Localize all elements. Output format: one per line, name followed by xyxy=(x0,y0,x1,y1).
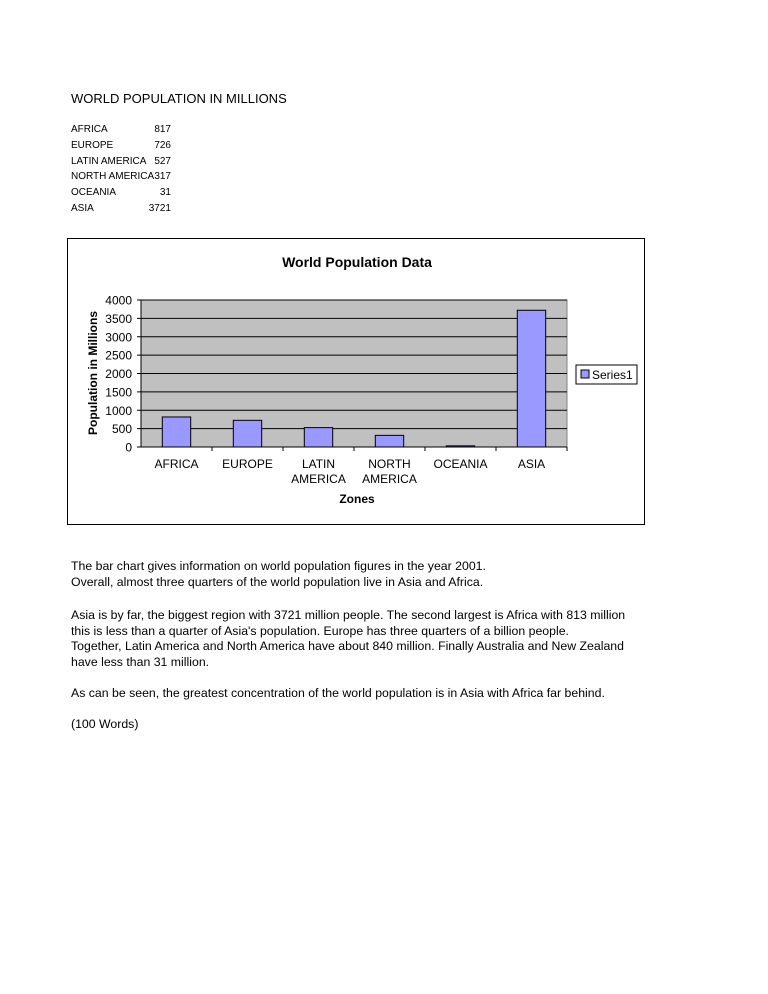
text-line: As can be seen, the greatest concentration of the world population is in Asia with Africa far behind. xyxy=(71,686,605,700)
population-table xyxy=(71,124,171,219)
text-line: The bar chart gives information on world population figures in the year 2001. xyxy=(71,559,486,573)
legend-label: Series1 xyxy=(592,368,633,382)
page-heading: WORLD POPULATION IN MILLIONS xyxy=(71,91,287,106)
y-tick-label: 3000 xyxy=(105,330,132,345)
table-zone-name: EUROPE xyxy=(71,139,114,151)
text-line: Asia is by far, the biggest region with 3721 million people. The second largest is Africa with 813 million xyxy=(71,608,626,622)
bar-chart xyxy=(68,239,646,526)
legend-swatch xyxy=(581,370,589,378)
table-row xyxy=(71,171,171,187)
table-zone-value: 317 xyxy=(154,171,171,183)
table-row xyxy=(71,187,171,203)
table-row xyxy=(71,156,171,172)
bar xyxy=(162,417,190,447)
paragraph-conclusion xyxy=(71,686,691,702)
y-tick-label: 2000 xyxy=(105,367,132,381)
x-tick-label: ASIA xyxy=(517,457,546,471)
text-line: (100 Words) xyxy=(71,717,139,731)
table-zone-value: 527 xyxy=(154,155,171,167)
chart-frame xyxy=(67,238,645,525)
table-zone-name: LATIN AMERICA xyxy=(71,155,147,167)
text-line: have less than 31 million. xyxy=(71,654,210,669)
bar xyxy=(304,428,332,447)
x-axis-label: Zones xyxy=(339,492,375,506)
table-zone-name: NORTH AMERICA xyxy=(71,171,155,183)
table-zone-value: 3721 xyxy=(148,202,171,214)
table-zone-name: ASIA xyxy=(71,202,94,214)
table-zone-value: 817 xyxy=(154,124,171,135)
text-line: this is less than a quarter of Asia's population. Europe has three quarters of a billion people. xyxy=(71,623,569,638)
y-tick-label: 1000 xyxy=(105,403,132,418)
x-tick-label: AMERICA xyxy=(362,472,417,486)
table-row xyxy=(71,203,171,219)
table-zone-value: 726 xyxy=(154,139,171,151)
x-tick-label: NORTH xyxy=(368,457,411,471)
table-row xyxy=(71,140,171,156)
table-zone-name: AFRICA xyxy=(71,124,108,135)
word-count xyxy=(71,717,691,733)
x-tick-label: AFRICA xyxy=(154,457,199,471)
paragraph-intro xyxy=(71,559,691,590)
y-axis-label: Population in Millions xyxy=(86,311,100,435)
paragraph-details xyxy=(71,608,691,670)
text-line: Together, Latin America and North America have about 840 million. Finally Australia and New Zealand xyxy=(71,639,624,654)
x-tick-label: LATIN xyxy=(301,457,336,471)
bar xyxy=(446,446,474,447)
y-tick-label: 4000 xyxy=(105,293,132,308)
table-zone-value: 31 xyxy=(159,187,171,199)
chart-title: World Population Data xyxy=(282,254,432,270)
x-tick-label: EUROPE xyxy=(222,457,273,471)
table-zone-name: OCEANIA xyxy=(71,187,117,199)
x-tick-label: AMERICA xyxy=(291,472,346,486)
y-tick-label: 3500 xyxy=(105,311,132,326)
x-tick-label: OCEANIA xyxy=(433,457,488,471)
y-tick-label: 1500 xyxy=(105,385,132,400)
table-row xyxy=(71,124,171,140)
y-tick-label: 0 xyxy=(125,440,132,455)
bar xyxy=(375,435,403,447)
y-tick-label: 2500 xyxy=(105,348,132,363)
bar xyxy=(517,310,545,447)
bar xyxy=(233,420,261,447)
text-line: Overall, almost three quarters of the world population live in Asia and Africa. xyxy=(71,574,484,589)
y-tick-label: 500 xyxy=(111,422,132,437)
